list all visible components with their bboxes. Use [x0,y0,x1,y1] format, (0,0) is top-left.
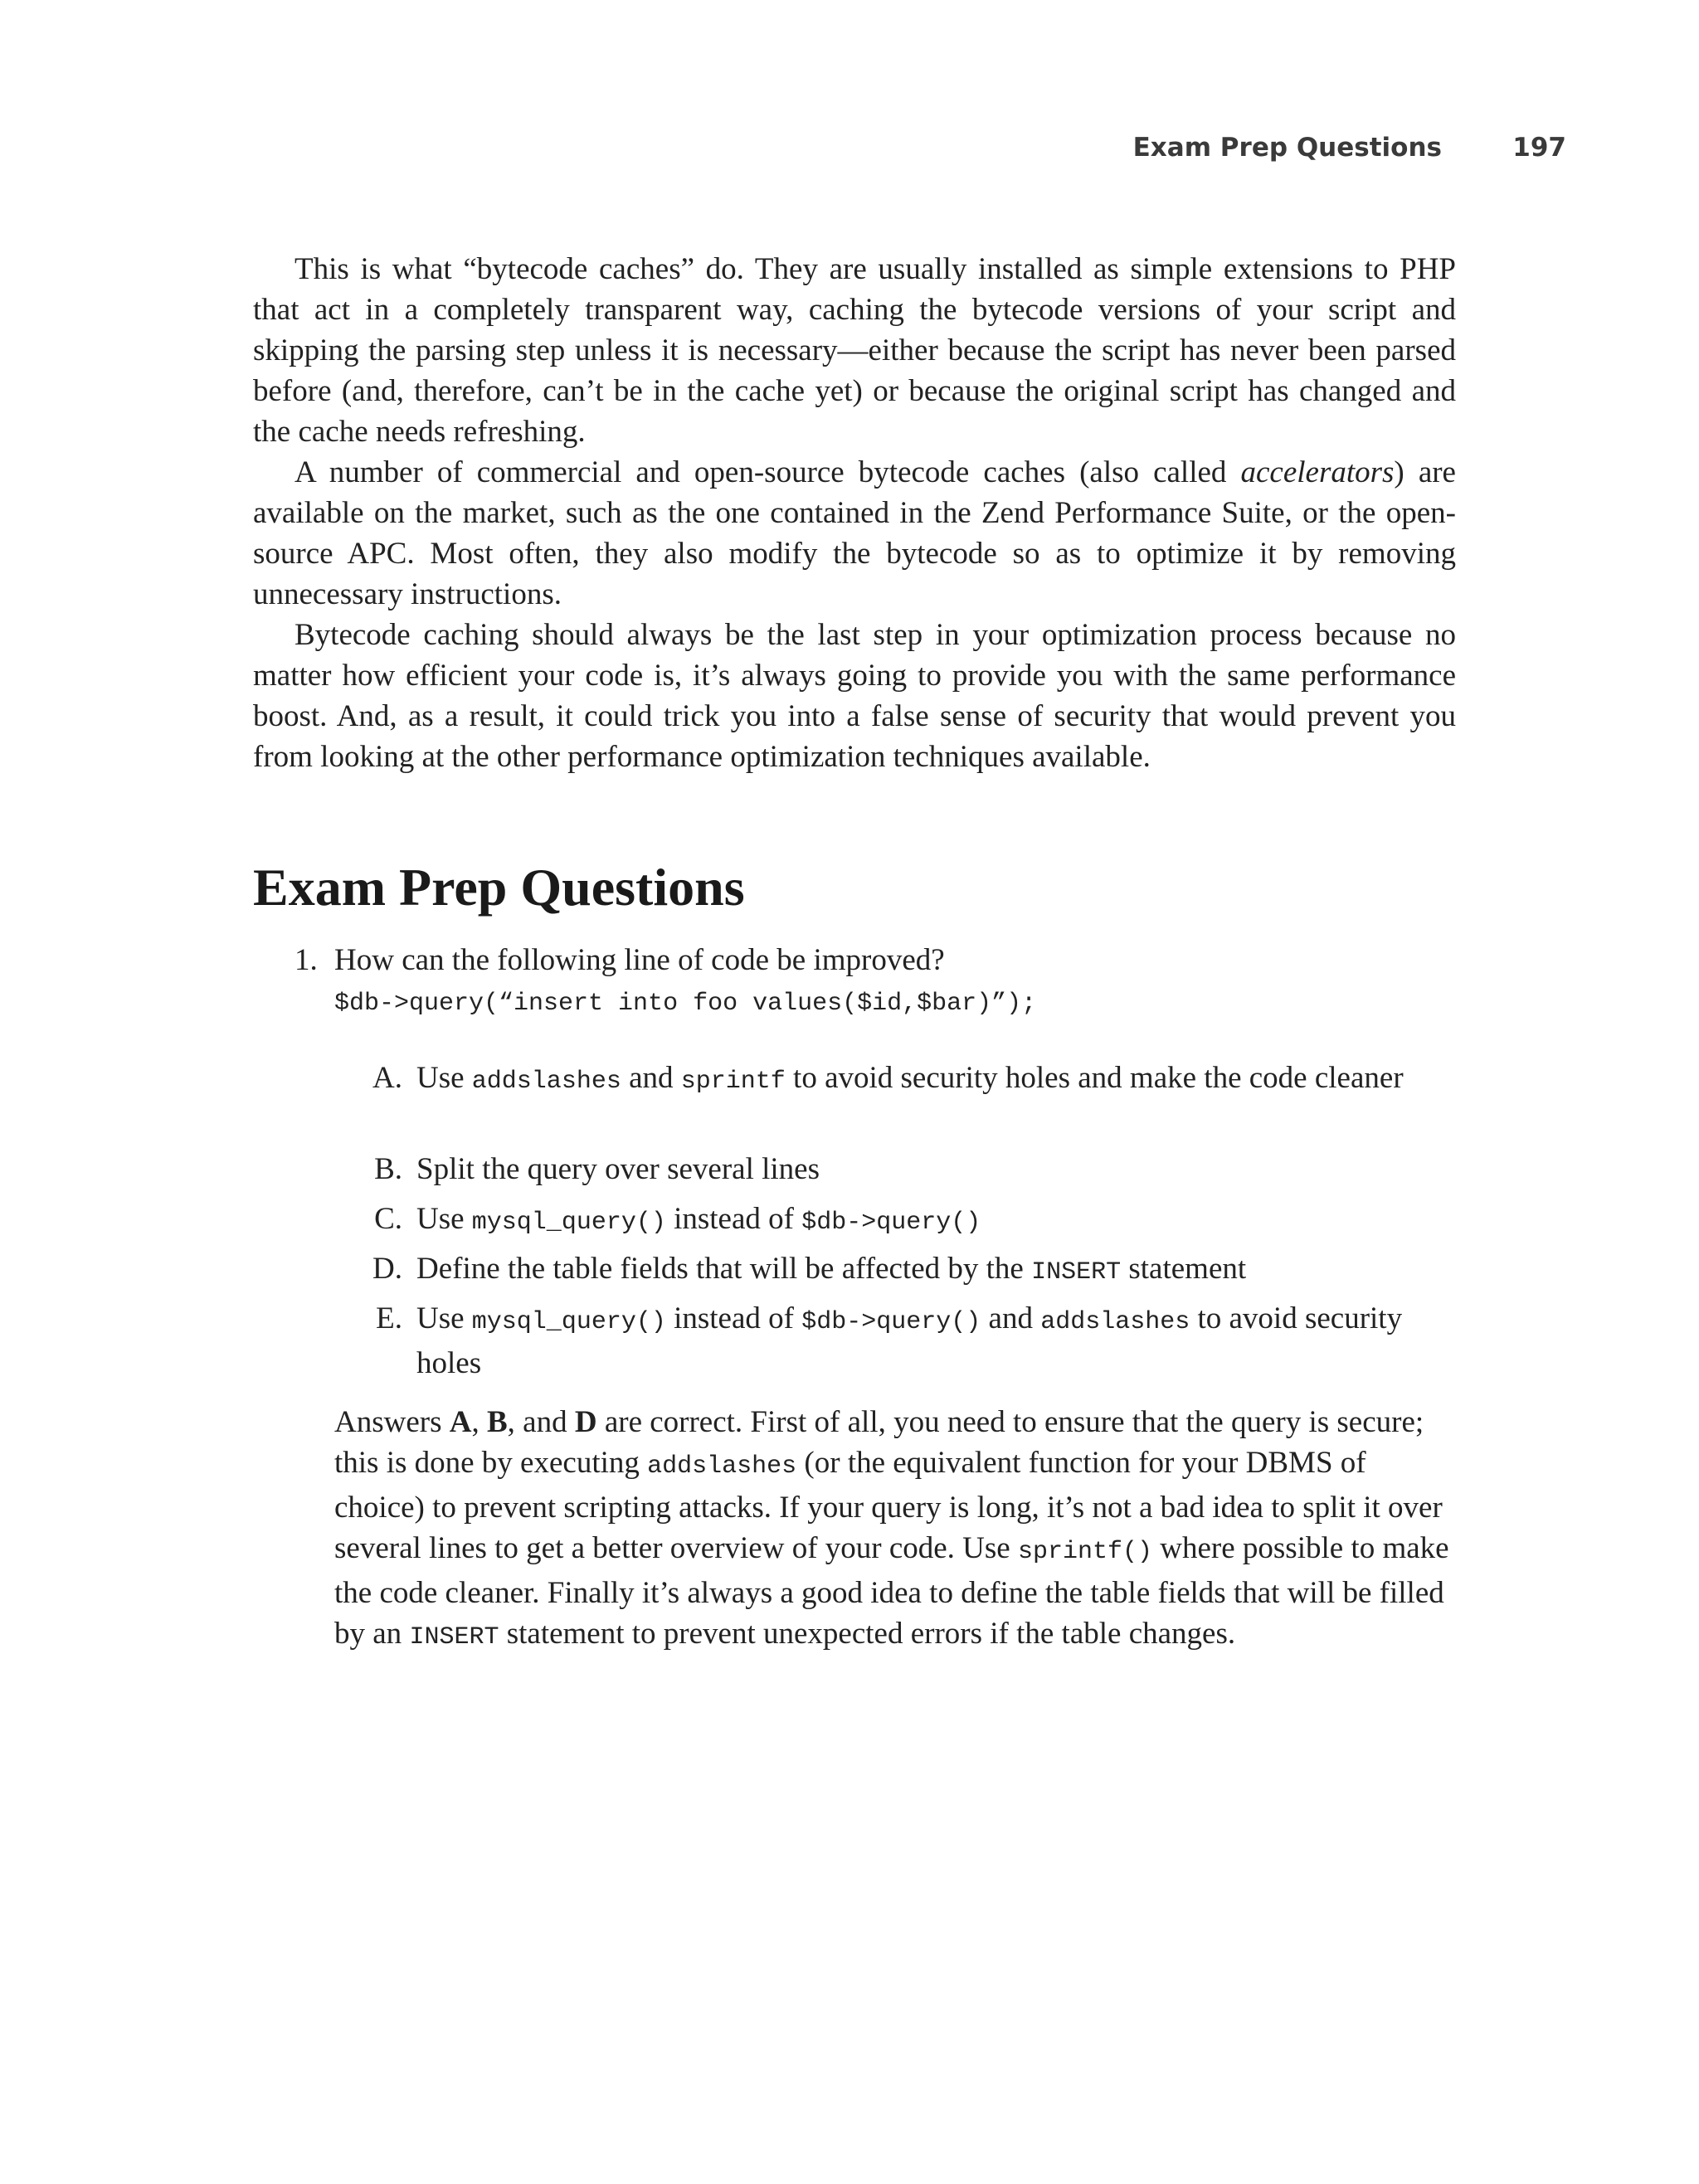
option-letter: B. [374,1152,402,1186]
paragraph-accelerators [253,452,1456,615]
text: (or the equivalent function for your DBMS of choice) to prevent scripting attacks. If your query is long, it’s not a bad idea to split it over several lines to get a better overview of your code. Use [334,1446,1443,1565]
text: Define the table fields that will be affected by the [416,1252,1032,1286]
emphasis-accelerators: accelerators [1240,455,1395,489]
answer-explanation [334,1402,1454,1658]
paragraph-caching-last-step: Bytecode caching should always be the last step in your optimization process because no matter how efficient your code is, it’s always going to provide you with the same performance boost. And, as a result, it could trick you into a false sense of security that would prevent you from looking at the other performance optimization techniques available. [253,618,1456,774]
option-a [357,1058,1435,1102]
text: instead of [665,1202,802,1236]
option-letter: E. [376,1301,402,1335]
option-text [416,1298,1435,1384]
text: , and [507,1405,575,1439]
option-c [357,1199,1435,1243]
text: and [981,1301,1041,1335]
text: Use [416,1301,472,1335]
text: are correct. First of all, you need to ensure that the query is secure; this is done by executing [334,1405,1424,1480]
code: mysql_query() [471,1308,666,1336]
text: statement [1121,1252,1247,1286]
option-text [416,1058,1435,1102]
text: instead of [665,1301,802,1335]
option-letter: D. [372,1252,402,1286]
code: sprintf [680,1068,786,1096]
running-head-section-title: Exam Prep Questions [1132,133,1442,163]
option-text [416,1199,1435,1243]
question-code: $db->query(“insert into foo values($id,$bar)”); [334,990,1037,1018]
answer-letter: B [486,1405,508,1439]
body-text [253,249,1456,777]
section-heading: Exam Prep Questions [253,858,745,917]
option-e [357,1298,1435,1384]
text: Use [416,1061,472,1095]
code: INSERT [409,1623,499,1651]
text: , [471,1405,487,1439]
paragraph-bytecode-caches: This is what “bytecode caches” do. They are usually installed as simple extensions to PHP that act in a completely transparent way, caching the bytecode versions of your script and skipping the parsing step unless it is necessary—either because the script has never been parsed before (and, therefore, can’t be in the cache yet) or because the original script has changed and the cache needs refreshing. [253,252,1456,449]
question-text: How can the following line of code be improved? [334,943,945,977]
question-1 [295,940,945,980]
answer-letter: A [449,1405,472,1439]
answer-letter: D [574,1405,597,1439]
text: where possible to make the code cleaner. Finally it’s always a good idea to define the table fields that will be filled by an [334,1531,1449,1651]
code: sprintf() [1017,1538,1153,1566]
running-head [903,133,1566,174]
text: statement to prevent unexpected errors if the table changes. [499,1617,1236,1651]
code: addslashes [647,1452,797,1481]
code: $db->query() [801,1209,981,1237]
paragraph-text: ) are available on the market, such as the one contained in the Zend Performance Suite, or the open-source APC. Most often, they also modify the bytecode so as to optimize it by removing unnecessary instructions. [253,455,1456,611]
paragraph-text: A number of commercial and open-source bytecode caches (also called [295,455,1241,489]
option-text: Split the query over several lines [416,1152,820,1186]
code: addslashes [1040,1308,1190,1336]
question-number: 1. [295,943,318,977]
code: $db->query() [801,1308,981,1336]
page-number: 197 [1512,133,1566,163]
text: to avoid security holes [416,1301,1403,1380]
option-letter: A. [372,1061,402,1095]
option-text [416,1248,1435,1293]
code: mysql_query() [471,1209,666,1237]
code: addslashes [471,1068,621,1096]
text: Use [416,1202,472,1236]
text: Answers [334,1405,450,1439]
option-letter: C. [374,1202,402,1236]
text: to avoid security holes and make the code cleaner [785,1061,1404,1095]
option-b [357,1149,1435,1189]
option-d [357,1248,1435,1293]
code: INSERT [1031,1258,1122,1287]
text: and [621,1061,681,1095]
